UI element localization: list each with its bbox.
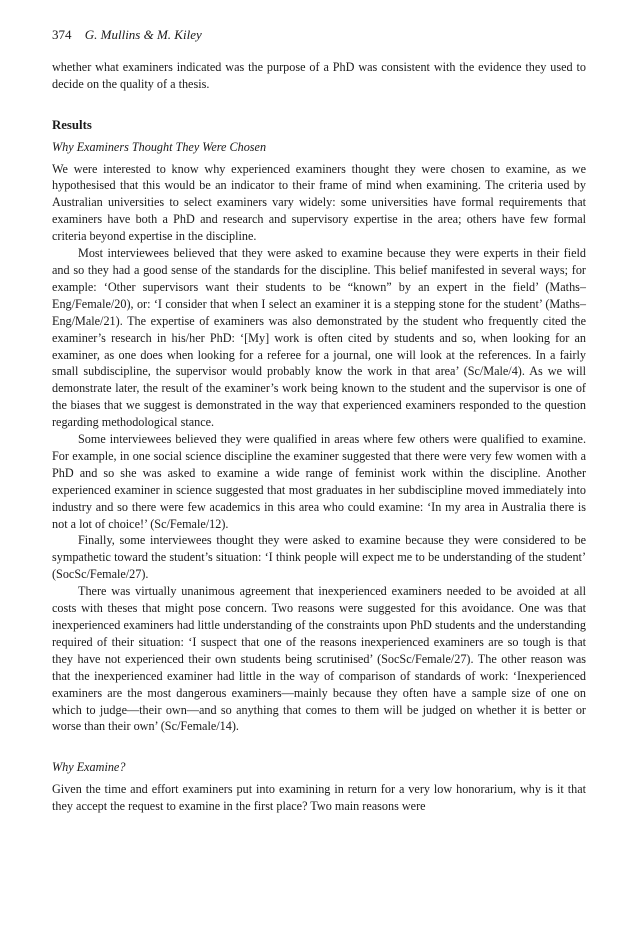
page-number: 374 bbox=[52, 27, 72, 42]
intro-paragraph: whether what examiners indicated was the purpose of a PhD was consistent with the evidence they used to decide on the quality of a thesis. bbox=[52, 59, 586, 91]
section-heading-results: Results bbox=[52, 117, 92, 132]
body-paragraph: Most interviewees believed that they were asked to examine because they were experts in their field and so they had a good sense of the standards for the discipline. This belief manifested in several ways; for example: ‘Other supervisors want their students to be “known” by an expert in the field’ (Maths–Eng/Female/20), or: ‘I consider that when I select an examiner it is a stepping stone for the student’ (Maths–Eng/Male/21). The expertise of examiners was also demonstrated by the student who frequently cited the examiner’s research in his/her PhD: ‘[My] work is often cited by students and so, when looking for an examiner, as one does when looking for a referee for a journal, one will look at the references. In a fairly small subdiscipline, the supervisor would probably know the work in that area’ (Sc/Male/4). As we will demonstrate later, the result of the examiner’s work being known to the student and the supervisor is one of the biases that we suggest is demonstrated in the way that experienced examiners responded to the question regarding methodological stance. bbox=[52, 246, 586, 430]
running-head bbox=[52, 27, 586, 44]
body-paragraph: Finally, some interviewees thought they were asked to examine because they were considered to be sympathetic toward the student’s situation: ‘I think people will expect me to be understanding of the student’ (SocSc/Female/27). bbox=[52, 533, 586, 582]
subheading-why-chosen: Why Examiners Thought They Were Chosen bbox=[52, 139, 267, 154]
body-paragraph: Some interviewees believed they were qualified in areas where few others were qualified to examine. For example, in one social science discipline the examiner suggested that there were very few women with a PhD and so she was asked to examine a wide range of feminist work within the discipline. Another experienced examiner in science suggested that most graduates in her subdiscipline moved immediately into industry and so there were few academics in this area who could examine: ‘In my area in Australia there is not a lot of choice!’ (Sc/Female/12). bbox=[52, 432, 586, 531]
subheading-why-examine: Why Examine? bbox=[52, 760, 126, 775]
journal-page bbox=[52, 27, 586, 815]
body-paragraph: Given the time and effort examiners put into examining in return for a very low honorarium, why is it that they accept the request to examine in the first place? Two main reasons were bbox=[52, 782, 586, 814]
body-paragraph: We were interested to know why experienced examiners thought they were chosen to examine, as we hypothesised that this would be an indicator to their frame of mind when examining. The criteria used by Australian universities to select examiners vary widely: some universities have formal requirements that examiners have both a PhD and research and supervisory expertise in the area; others have few formal criteria beyond expertise in the discipline. bbox=[52, 161, 586, 244]
author-line: G. Mullins & M. Kiley bbox=[84, 27, 202, 42]
body-paragraph: There was virtually unanimous agreement that inexperienced examiners needed to be avoided at all costs with theses that might pose concern. Two reasons were suggested for this avoidance. One was that inexperienced examiners had little understanding of the constraints upon PhD students and the understanding required of their situation: ‘I suspect that one of the reasons inexperienced examiners are so tough is that they have not experienced their own students being scrutinised’ (SocSc/Female/27). The other reason was that the inexperienced examiner had little in the way of comparison of standards of work: ‘Inexperienced examiners are the most dangerous examiners—mainly because they often have a sample size of one on which to judge—their own—and so anything that comes to them will be judged on whether it is better or worse than their own’ (Sc/Female/14). bbox=[52, 584, 586, 734]
